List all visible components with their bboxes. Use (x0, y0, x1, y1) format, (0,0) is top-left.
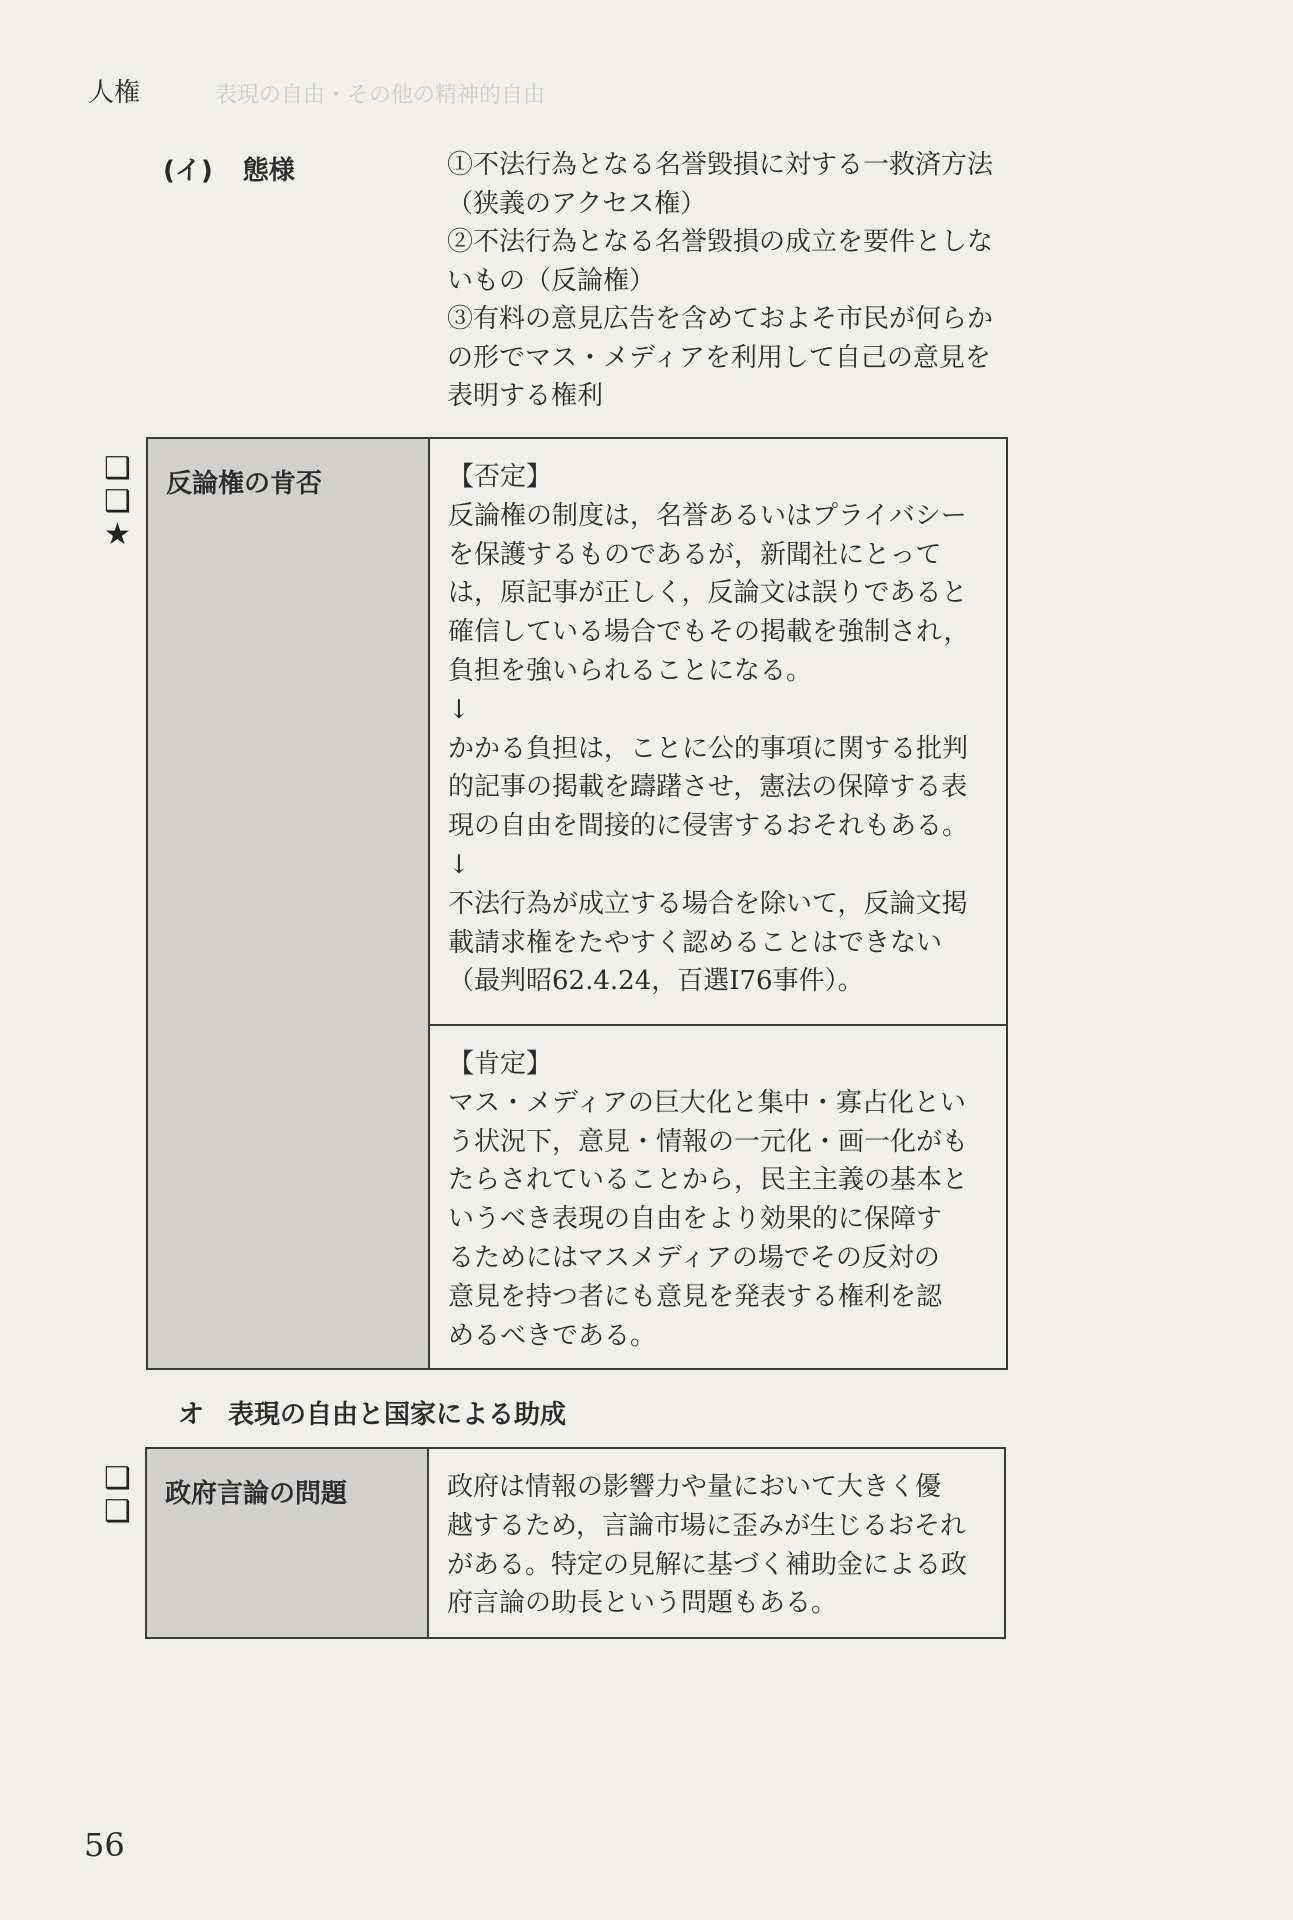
text-line: がある。特定の見解に基づく補助金による政 (447, 1549, 968, 1580)
text-line: は，原記事が正しく，反論文は誤りであると (448, 578, 968, 609)
mode-item: ①不法行為となる名誉毀損に対する一救済方法（狭義のアクセス権） (447, 150, 994, 219)
text-line: 負担を強いられることになる。 (448, 655, 813, 686)
affirmative-view-cell (430, 1026, 1006, 1368)
checkbox-icon[interactable]: ❑ (104, 484, 131, 519)
star-icon: ★ (104, 517, 131, 552)
text-line: 反論権の制度は，名誉あるいはプライバシー (448, 500, 967, 531)
text-line: 載請求権をたやすく認めることはできない (448, 927, 943, 958)
text-line: 確信している場合でもその掲載を強制され， (448, 617, 970, 648)
review-checkboxes (104, 452, 131, 551)
checkbox-icon[interactable]: ❑ (104, 1494, 131, 1529)
review-checkboxes (104, 1462, 131, 1528)
checkbox-icon[interactable]: ❑ (104, 451, 131, 486)
text-line: たらされていることから，民主主義の基本と (448, 1165, 969, 1196)
affirmative-heading: 【肯定】 (448, 1049, 553, 1079)
arrow-down-icon: ↓ (448, 694, 470, 725)
mode-label-paren: (イ) (163, 156, 213, 186)
chapter-header: 人権 (88, 78, 141, 108)
text-line: めるべきである。 (448, 1320, 657, 1351)
mode-item: ②不法行為となる名誉毀損の成立を要件としないもの（反論権） (447, 227, 994, 296)
government-speech-cell (429, 1449, 1004, 1637)
text-line: るためにはマスメディアの場でその反対の (448, 1242, 940, 1273)
section-title: 表現の自由と国家による助成 (228, 1400, 567, 1430)
table-left-cell (148, 439, 430, 1368)
government-speech-table (145, 1447, 1006, 1639)
mode-label (163, 150, 295, 187)
rebuttal-right-title: 反論権の肯否 (166, 469, 323, 499)
text-line: 府言論の助長という問題もある。 (447, 1588, 838, 1619)
text-line: 不法行為が成立する場合を除いて，反論文掲 (448, 888, 968, 919)
table-left-cell (147, 1449, 429, 1637)
text-line: マス・メディアの巨大化と集中・寡占化とい (448, 1087, 966, 1118)
text-line: 意見を持つ者にも意見を発表する権利を認 (448, 1281, 943, 1312)
text-line: （最判昭62.4.24，百選Ⅰ76事件）。 (448, 966, 864, 997)
text-line: かかる負担は，ことに公的事項に関する批判 (448, 733, 969, 764)
text-line: 越するため，言論市場に歪みが生じるおそれ (447, 1510, 966, 1541)
negative-view-cell (430, 439, 1006, 1026)
text-line: 政府は情報の影響力や量において大きく優 (447, 1472, 942, 1502)
arrow-down-icon: ↓ (448, 849, 470, 880)
mode-label-text: 態様 (242, 156, 295, 186)
mode-body (447, 146, 1007, 416)
mode-item: ③有料の意見広告を含めておよそ市民が何らかの形でマス・メディアを利用して自己の意見を表明する権利 (447, 304, 994, 411)
section-mark: オ (178, 1400, 205, 1430)
negative-heading: 【否定】 (448, 462, 553, 492)
text-line: 的記事の掲載を躊躇させ，憲法の保障する表 (448, 772, 968, 803)
text-line: いうべき表現の自由をより効果的に保障す (448, 1204, 943, 1235)
government-speech-title: 政府言論の問題 (165, 1479, 348, 1509)
rebuttal-right-table (146, 437, 1008, 1370)
text-line: を保護するものであるが，新聞社にとって (448, 539, 942, 570)
checkbox-icon[interactable]: ❑ (104, 1461, 131, 1496)
faint-running-header: 表現の自由・その他の精神的自由 (215, 83, 546, 108)
text-line: 現の自由を間接的に侵害するおそれもある。 (448, 811, 969, 842)
section-heading (178, 1394, 566, 1431)
page-number: 56 (84, 1826, 125, 1864)
text-line: う状況下，意見・情報の一元化・画一化がも (448, 1126, 969, 1157)
